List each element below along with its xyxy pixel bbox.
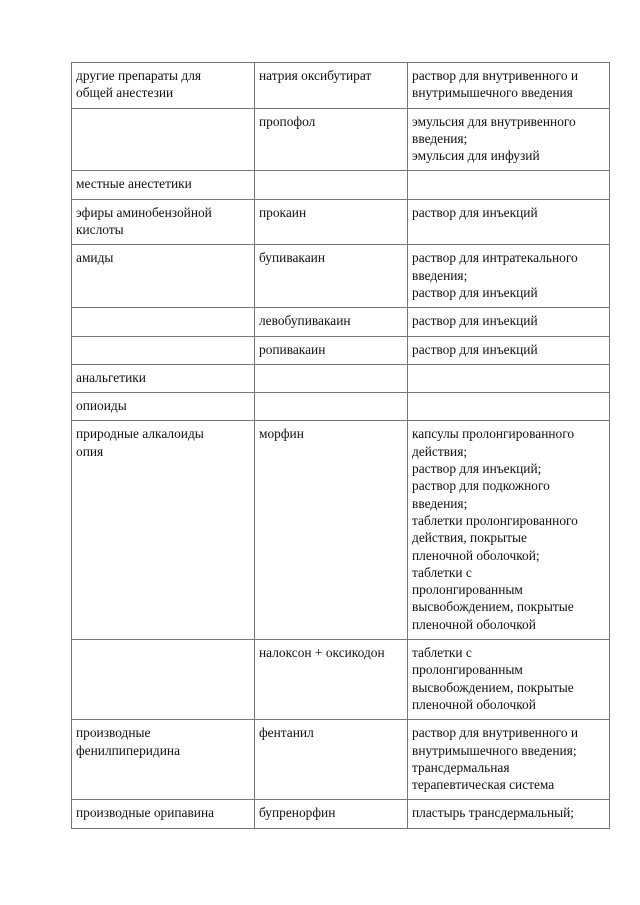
group-text: опия <box>76 443 104 459</box>
form-text: эмульсия для инфузий <box>412 148 540 164</box>
group-text: кислоты <box>76 222 124 238</box>
drug-cell <box>255 421 408 640</box>
form-text: трансдермальная <box>412 759 510 775</box>
drug-name: бупивакаин <box>259 250 325 266</box>
drug-cell <box>255 245 408 308</box>
form-text: раствор для инъекций <box>412 204 538 220</box>
drug-name: пропофол <box>259 113 316 129</box>
group-cell <box>72 308 255 336</box>
form-text: пленочной оболочкой <box>412 616 536 632</box>
table-row <box>72 364 610 392</box>
form-cell <box>408 720 610 800</box>
group-cell <box>72 63 255 109</box>
group-text: анальгетики <box>76 369 146 385</box>
form-text: раствор для инъекций; <box>412 461 542 477</box>
group-cell <box>72 245 255 308</box>
table-row <box>72 63 610 109</box>
form-text: таблетки с <box>412 564 472 580</box>
group-cell <box>72 421 255 640</box>
group-cell <box>72 800 255 828</box>
group-text: эфиры аминобензойной <box>76 204 212 220</box>
table-row <box>72 108 610 171</box>
form-text: терапевтическая система <box>412 777 555 793</box>
table-row <box>72 245 610 308</box>
form-text: таблетки с <box>412 645 472 661</box>
drug-name: морфин <box>259 426 304 442</box>
table-row <box>72 308 610 336</box>
group-text: амиды <box>76 250 114 266</box>
drug-cell <box>255 199 408 245</box>
form-text: раствор для внутривенного и <box>412 725 579 741</box>
drug-table <box>71 62 610 829</box>
drug-cell <box>255 336 408 364</box>
group-text: производные <box>76 725 151 741</box>
group-cell <box>72 336 255 364</box>
drug-name: бупренорфин <box>259 805 336 821</box>
form-text: пролонгированным <box>412 662 523 678</box>
form-cell <box>408 171 610 199</box>
form-cell <box>408 308 610 336</box>
drug-cell <box>255 364 408 392</box>
form-text: введения; <box>412 495 468 511</box>
form-text: действия; <box>412 443 468 459</box>
form-text: раствор для интратекального <box>412 250 578 266</box>
drug-cell <box>255 171 408 199</box>
drug-cell <box>255 720 408 800</box>
form-text: эмульсия для внутривенного <box>412 113 576 129</box>
form-text: капсулы пролонгированного <box>412 426 575 442</box>
form-cell <box>408 108 610 171</box>
drug-name: натрия оксибутират <box>259 68 372 83</box>
group-cell <box>72 199 255 245</box>
form-cell <box>408 364 610 392</box>
form-cell <box>408 800 610 828</box>
form-text: пленочной оболочкой; <box>412 547 540 563</box>
drug-name: налоксон + оксикодон <box>259 645 385 661</box>
table-row <box>72 800 610 828</box>
group-text: общей анестезии <box>76 85 174 101</box>
form-cell <box>408 199 610 245</box>
form-cell <box>408 640 610 720</box>
group-cell <box>72 393 255 421</box>
table-row <box>72 171 610 199</box>
drug-cell <box>255 108 408 171</box>
form-text: таблетки пролонгированного <box>412 512 578 528</box>
table-row <box>72 336 610 364</box>
drug-cell <box>255 308 408 336</box>
form-text: раствор для подкожного <box>412 478 550 494</box>
form-text: высвобождением, покрытые <box>412 599 574 615</box>
form-text: действия, покрытые <box>412 530 527 546</box>
form-text: раствор для инъекций <box>412 341 538 357</box>
drug-name: ропивакаин <box>259 341 326 357</box>
table-body <box>72 63 610 829</box>
form-text: раствор для инъекций <box>412 313 538 329</box>
form-text: введения; <box>412 267 468 283</box>
drug-name: левобупивакаин <box>259 313 351 329</box>
group-cell <box>72 640 255 720</box>
drug-cell <box>255 800 408 828</box>
form-text: высвобождением, покрытые <box>412 679 574 695</box>
form-text: раствор для инъекций <box>412 284 538 300</box>
group-text: другие препараты для <box>76 68 202 83</box>
group-cell <box>72 364 255 392</box>
group-text: местные анестетики <box>76 176 192 192</box>
drug-name: прокаин <box>259 204 307 220</box>
group-text: фенилпиперидина <box>76 742 181 758</box>
form-text: введения; <box>412 130 468 146</box>
form-cell <box>408 63 610 109</box>
form-cell <box>408 421 610 640</box>
drug-cell <box>255 640 408 720</box>
drug-cell <box>255 393 408 421</box>
form-text: внутримышечного введения; <box>412 742 577 758</box>
table-row <box>72 640 610 720</box>
form-cell <box>408 393 610 421</box>
table-row <box>72 199 610 245</box>
drug-name: фентанил <box>259 725 314 741</box>
drug-cell <box>255 63 408 109</box>
form-text: пластырь трансдермальный; <box>412 805 575 821</box>
form-cell <box>408 336 610 364</box>
table-row <box>72 421 610 640</box>
group-text: опиоиды <box>76 398 127 414</box>
table-row <box>72 720 610 800</box>
group-text: производные орипавина <box>76 805 215 821</box>
form-cell <box>408 245 610 308</box>
form-text: внутримышечного введения <box>412 85 573 101</box>
group-cell <box>72 171 255 199</box>
group-cell <box>72 720 255 800</box>
form-text: пленочной оболочкой <box>412 696 536 712</box>
table-row <box>72 393 610 421</box>
form-text: раствор для внутривенного и <box>412 68 579 83</box>
group-text: природные алкалоиды <box>76 426 204 442</box>
form-text: пролонгированным <box>412 582 523 598</box>
group-cell <box>72 108 255 171</box>
